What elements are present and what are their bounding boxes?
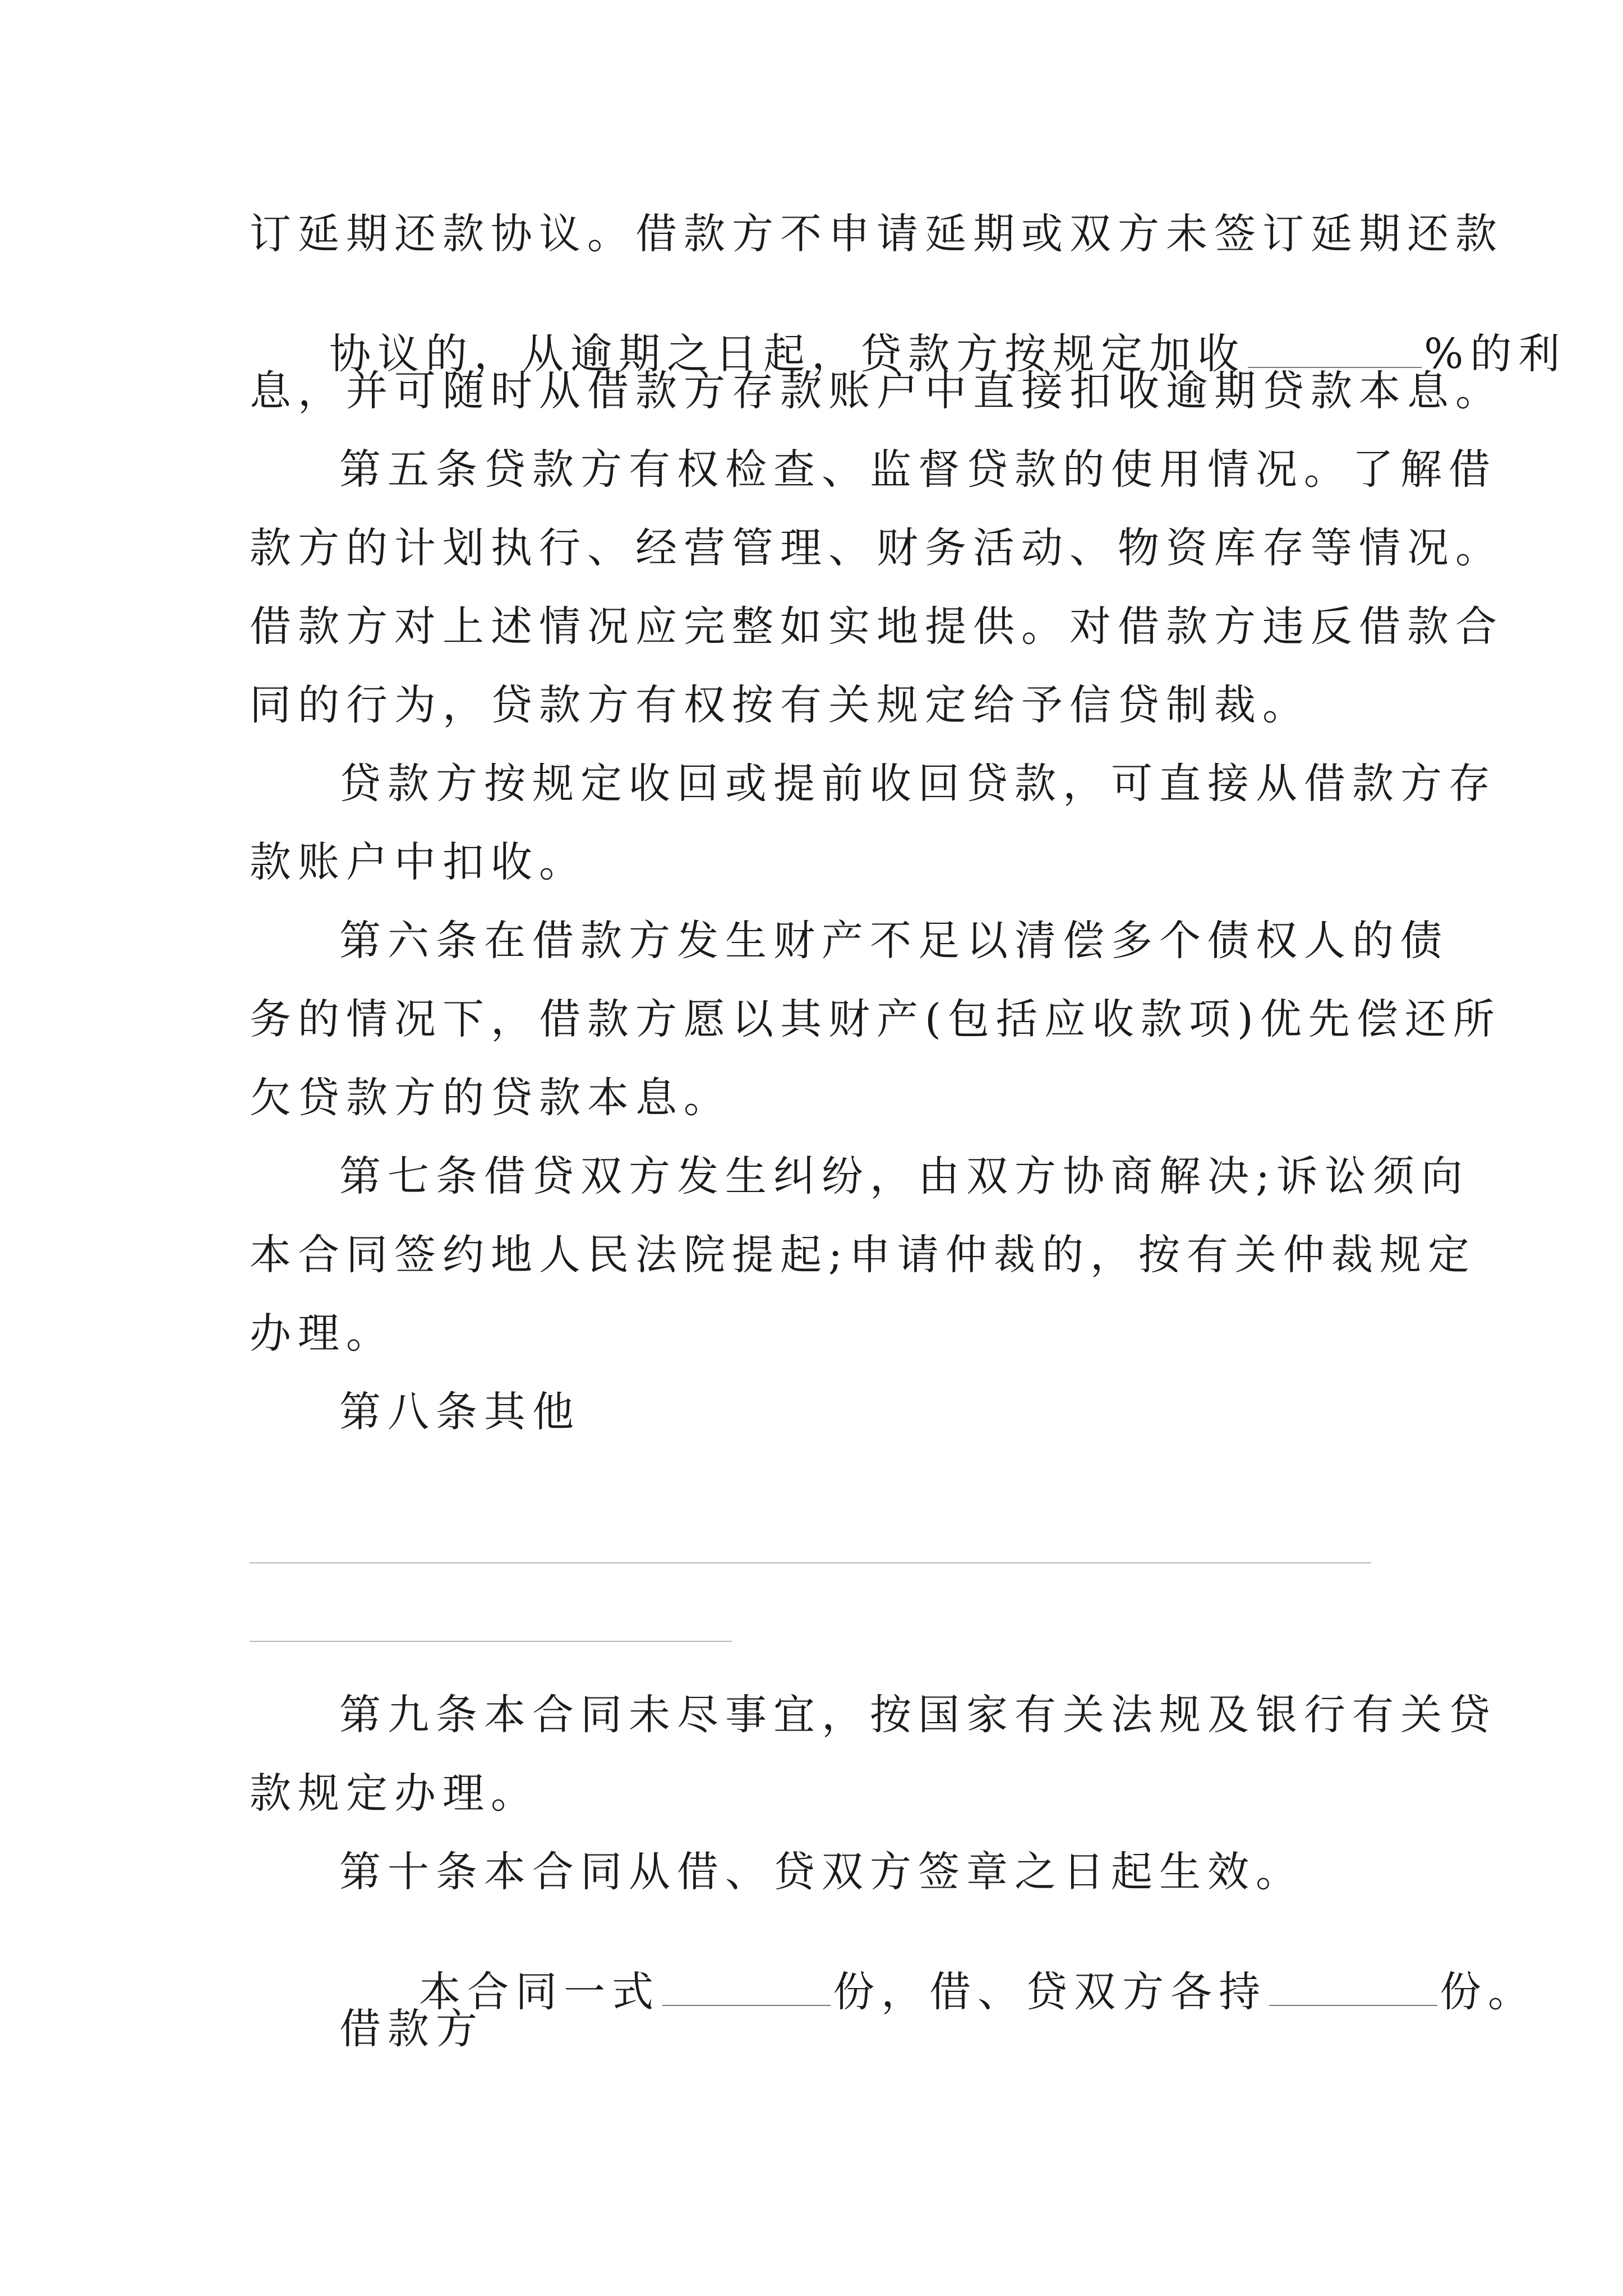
text-line: 第六条在借款方发生财产不足以清偿多个债权人的债	[339, 917, 1449, 965]
text-line: 务的情况下，借款方愿以其财产(包括应收款项)优先偿还所	[250, 995, 1501, 1043]
text-line: 第八条其他	[339, 1388, 580, 1436]
text-line: 办理。	[250, 1309, 394, 1358]
text-line: 借款方对上述情况应完整如实地提供。对借款方违反借款合	[250, 602, 1504, 651]
fill-in-rule[interactable]	[250, 1641, 732, 1642]
text-segment: 协议的，从逾期之日起，贷款方按规定加收	[329, 330, 1246, 378]
text-line: 第五条贷款方有权检查、监督贷款的使用情况。了解借	[339, 445, 1497, 494]
text-line: 款账户中扣收。	[250, 838, 587, 886]
text-line: 借款方	[339, 2005, 484, 2053]
text-line	[339, 1930, 1536, 2054]
fill-in-blank[interactable]	[1269, 1973, 1437, 2006]
text-line: 贷款方按规定收回或提前收回贷款，可直接从借款方存	[339, 760, 1497, 808]
text-line: 第十条本合同从借、贷双方签章之日起生效。	[339, 1848, 1304, 1896]
text-line: 本合同签约地人民法院提起;申请仲裁的，按有关仲裁规定	[250, 1231, 1476, 1279]
text-line: 欠贷款方的贷款本息。	[250, 1074, 732, 1122]
fill-in-blank[interactable]	[662, 1973, 831, 2006]
fill-in-rule[interactable]	[250, 1562, 1371, 1563]
text-line: 同的行为，贷款方有权按有关规定给予信贷制裁。	[250, 681, 1311, 729]
text-line: 款规定办理。	[250, 1769, 539, 1818]
text-segment: 份。	[1440, 1968, 1537, 2016]
text-line: 款方的计划执行、经营管理、财务活动、物资库存等情况。	[250, 524, 1504, 572]
text-line: 息，并可随时从借款方存款账户中直接扣收逾期贷款本息。	[250, 367, 1504, 415]
text-segment: 本合同一式	[419, 1968, 661, 2016]
fill-in-blank[interactable]	[1248, 335, 1422, 368]
text-segment: 份，借、贷双方各持	[833, 1968, 1267, 2016]
text-line: 订延期还款协议。借款方不申请延期或双方未签订延期还款	[250, 210, 1504, 258]
text-line: 第九条本合同未尽事宜，按国家有关法规及银行有关贷	[339, 1691, 1497, 1739]
text-segment: %的利	[1424, 330, 1567, 378]
text-line: 第七条借贷双方发生纠纷，由双方协商解决;诉讼须向	[339, 1152, 1469, 1200]
